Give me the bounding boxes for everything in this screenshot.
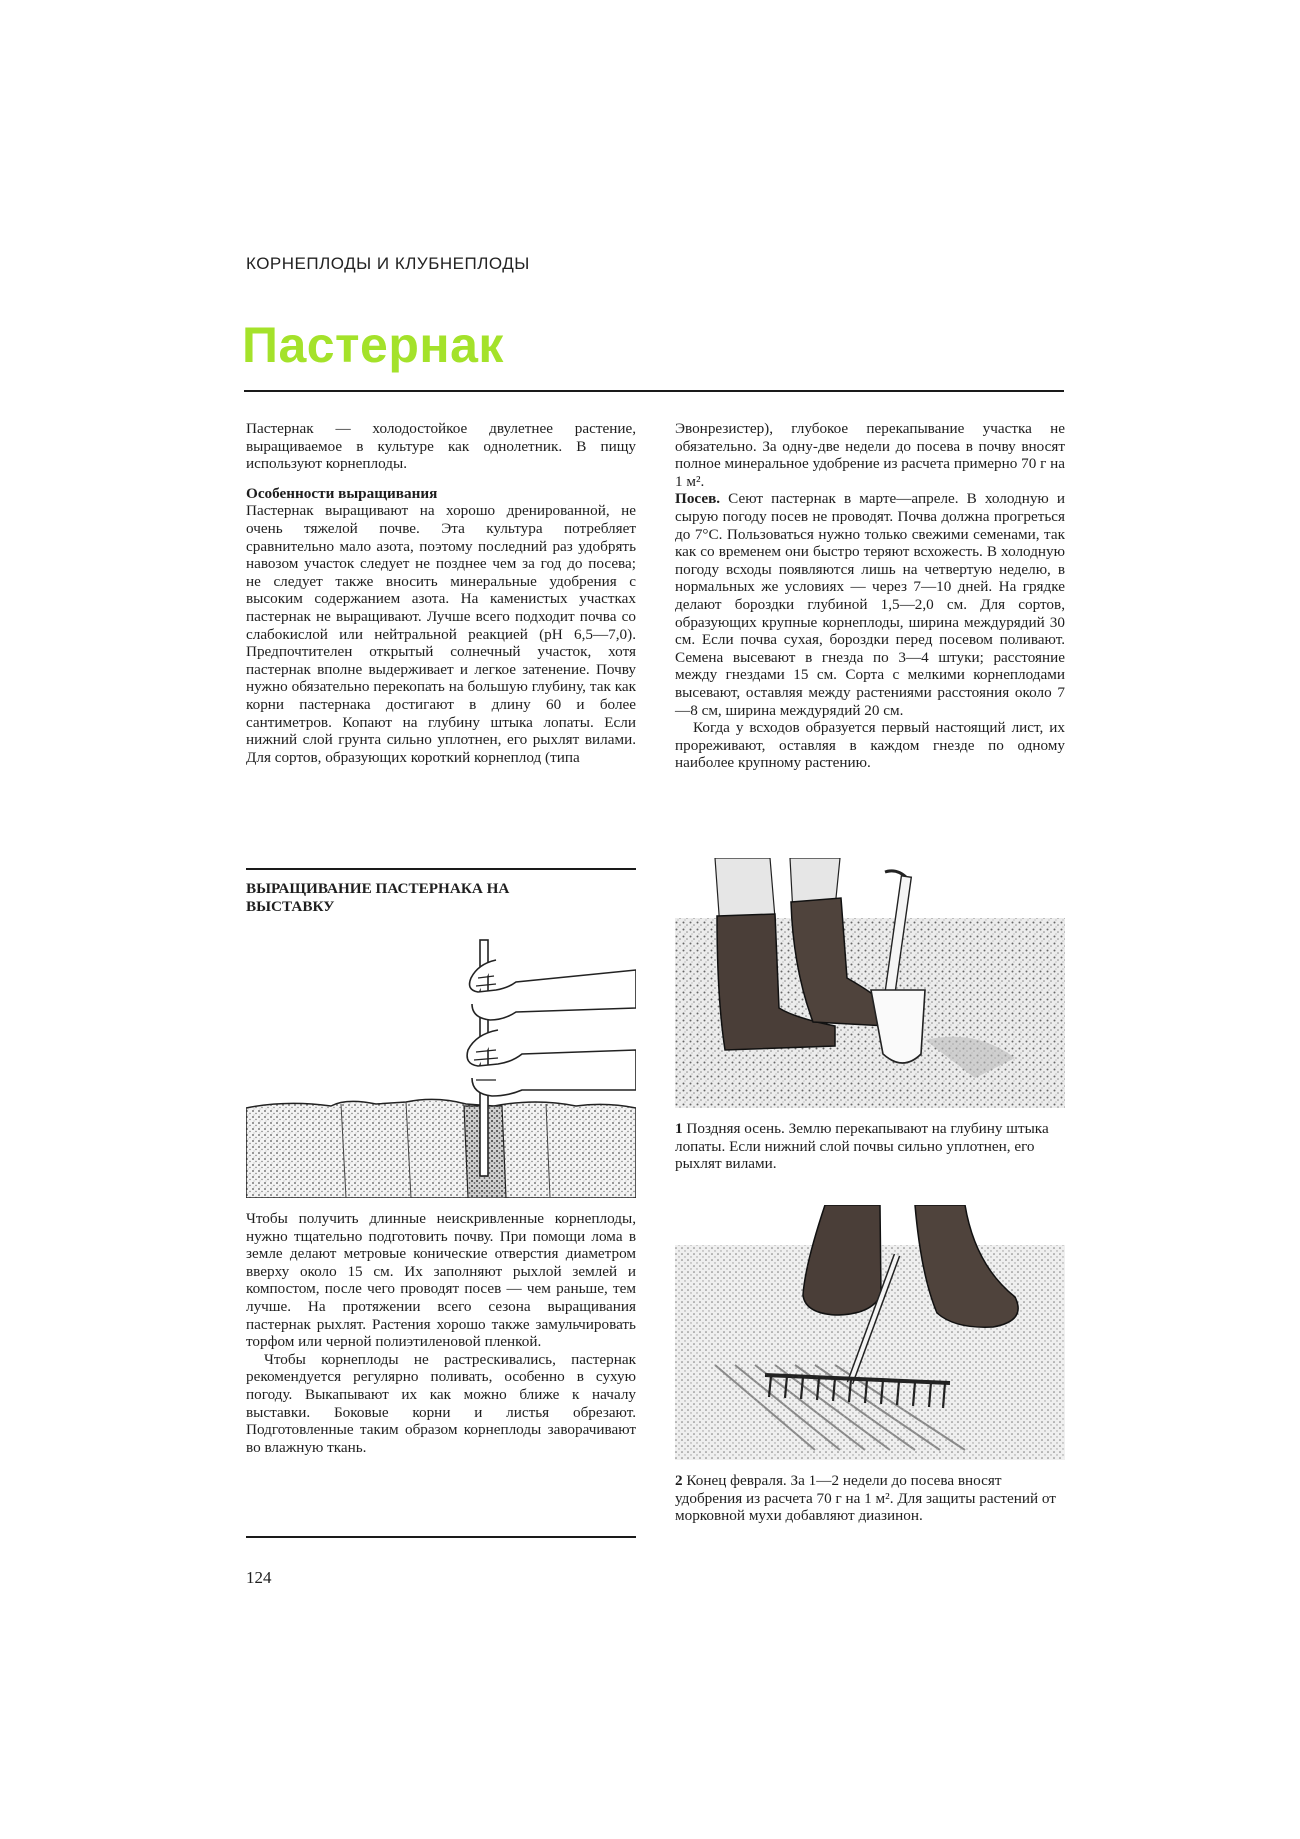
boots-rake-drawing (675, 1205, 1065, 1460)
figure-1-illustration (675, 858, 1065, 1108)
sowing-label: Посев. (675, 490, 721, 508)
figure-2-text: За 1—2 недели до посева вносят удобрения из расчета 70 г на 1 м². Для защиты растений от морковной мухи добавляют диазинон. (675, 1472, 1056, 1525)
title-rule (244, 390, 1064, 392)
boots-spade-drawing (675, 858, 1065, 1108)
figure-2-illustration (675, 1205, 1065, 1460)
continuation-paragraph: Эвонрезистер), глубокое перекапывание участка не обязательно. За одну-две недели до посева в почву вносят полное минеральное удобрение из расчета примерно 70 г на 1 м². (675, 420, 1066, 490)
box-heading: ВЫРАЩИВАНИЕ ПАСТЕРНАКА НА ВЫСТАВКУ (246, 880, 510, 915)
exhibition-illustration (246, 930, 636, 1198)
figure-2-caption (675, 1472, 1065, 1525)
section-label: КОРНЕПЛОДЫ И КЛУБНЕПЛОДЫ (246, 254, 530, 273)
figure-2-title: Конец февраля. (686, 1472, 787, 1489)
subheading-growing: Особенности выращивания (246, 484, 438, 502)
sowing-text: Сеют пастернак в марте—апреле. В холодную и сырую погоду посев не проводят. Почва должна прогреться до 7°С. Пользоваться нужно только свежими семенами, так как со временем они быстро теряют всхожесть. В холодную погоду всходы появляются лишь на четвертую неделю, в нормальных же условиях — через 7—10 дней. На грядке делают бороздки глубиной 1,5—2,0 см. Для сортов, образующих крупные корнеплоды, ширина междурядий 30 см. Если почва сухая, бороздки перед посевом поливают. Семена высевают в гнезда по 3—4 штуки; расстояние между гнездами 15 см. Сорта с мелкими корнеплодами высевают, оставляя между растениями расстояния около 7—8 см, ширина междурядий 20 см. (675, 490, 1065, 719)
left-column (246, 420, 636, 766)
right-column (675, 420, 1065, 772)
figure-1-text: Землю перекапывают на глубину штыка лопаты. Если нижний слой почвы сильно уплотнен, его рыхлят вилами. (675, 1120, 1049, 1173)
box-paragraph-2: Чтобы корнеплоды не растрескивались, пастернак рекомендуется регулярно поливать, особенно в сухую погоду. Выкапывают их как можно ближе к началу выставки. Боковые корни и листья обрезают. Подготовленные таким образом корнеплоды заворачивают во влажную ткань. (246, 1350, 636, 1456)
figure-2-number: 2 (675, 1472, 683, 1489)
figure-1-caption (675, 1120, 1065, 1173)
figure-1-title: Поздняя осень. (686, 1120, 785, 1137)
page-title: Пастернак (242, 317, 504, 373)
growing-paragraph: Пастернак выращивают на хорошо дренированной, не очень тяжелой почве. Эта культура потребляет сравнительно мало азота, поэтому последний раз удобрять навозом участок следует не позднее чем за год до посева; не следует также вносить минеральные удобрения с высоким содержанием азота. На каменистых участках пастернак не выращивают. Лучше всего подходит почва со слабокислой или нейтральной реакцией (pH 6,5—7,0). Предпочтителен открытый солнечный участок, хотя пастернак вполне выдерживает и легкое затенение. Почву нужно обязательно перекопать на большую глубину, так как корни пастернака достигают в длину 60 и более сантиметров. Копают на глубину штыка лопаты. Если нижний слой грунта сильно уплотнен, его рыхлят вилами. Для сортов, образующих короткий корнеплод (типа (246, 502, 636, 766)
box-paragraph-1: Чтобы получить длинные неискривленные корнеплоды, нужно тщательно подготовить почву. При помощи лома в земле делают метровые конические отверстия диаметром вверху около 15 см. Их заполняют рыхлой землей и компостом, после чего проводят посев — чем раньше, тем лучше. На протяжении всего сезона выращивания пастернак рыхлят. Растения хорошо также замульчировать торфом или черной полиэтиленовой пленкой. (246, 1210, 636, 1351)
thinning-paragraph: Когда у всходов образуется первый настоящий лист, их прореживают, оставляя в каждом гнезде по одному наиболее крупному растению. (675, 719, 1065, 772)
box-bottom-rule (246, 1536, 636, 1538)
sowing-paragraph (675, 490, 1065, 719)
box-top-rule (246, 868, 636, 870)
page-number: 124 (246, 1568, 272, 1587)
crowbar-hole-drawing (246, 930, 636, 1198)
figure-1-number: 1 (675, 1120, 683, 1137)
intro-paragraph: Пастернак — холодостойкое двулетнее растение, выращиваемое в культуре как однолетник. В пищу используют корнеплоды. (246, 420, 636, 473)
box-text (246, 1210, 636, 1456)
